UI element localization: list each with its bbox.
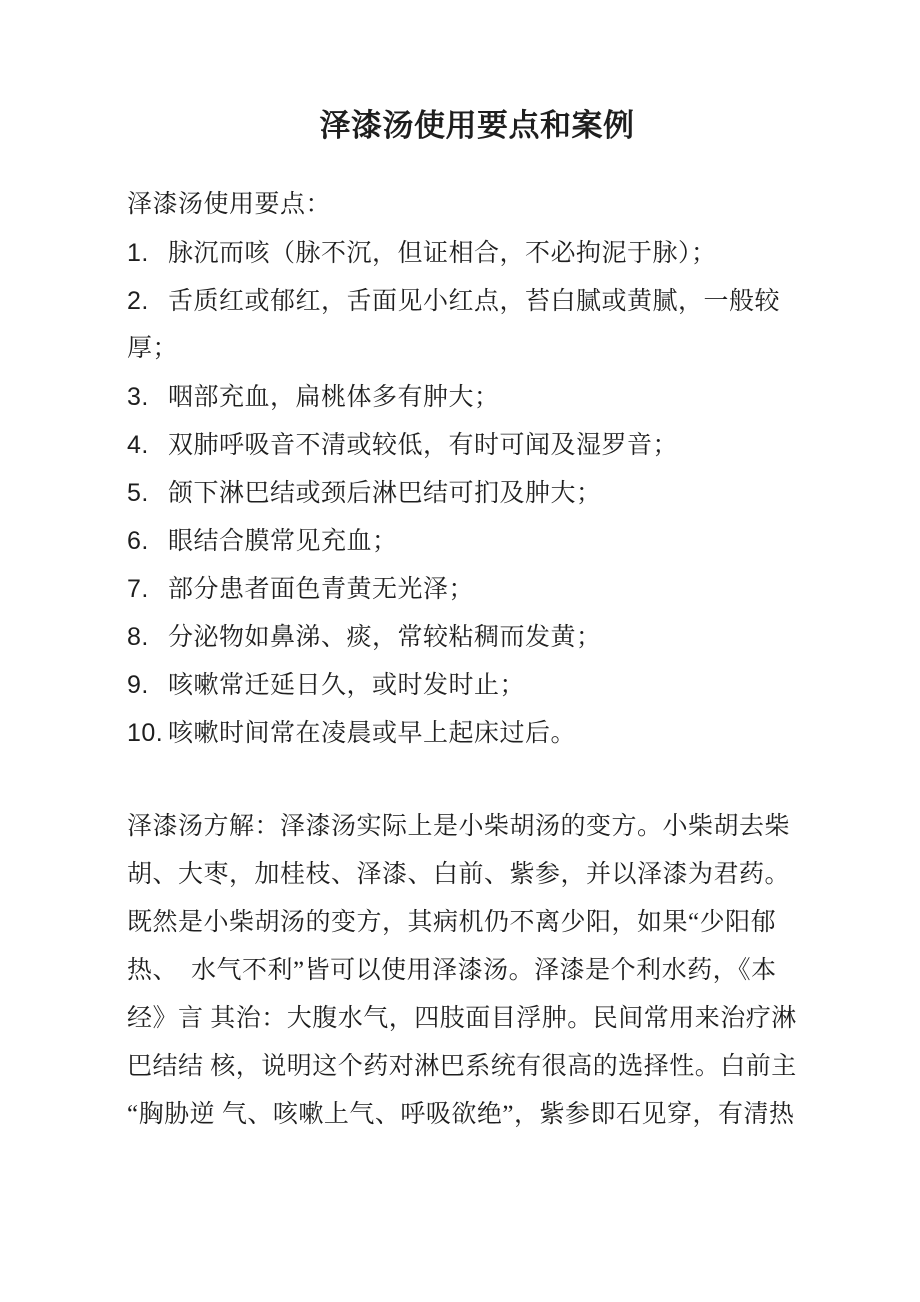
list-number: 5. (127, 479, 149, 507)
list-item (127, 709, 797, 757)
paragraph-line: 泽漆汤方解：泽漆汤实际上是小柴胡汤的变方。小柴胡去柴 (127, 813, 791, 840)
list-item (127, 229, 797, 277)
paragraph-line: “胸胁逆 气、咳嗽上气、呼吸欲绝”，紫参即石见穿，有清热 (127, 1101, 795, 1128)
list-number: 4. (127, 431, 149, 459)
list-item (127, 517, 797, 565)
list-item-text: 舌质红或郁红，舌面见小红点，苔白腻或黄腻，一般较 (168, 288, 781, 315)
paragraph-line: 既然是小柴胡汤的变方，其病机仍不离少阳，如果“少阳郁 (127, 909, 777, 936)
list-number: 6. (127, 527, 149, 555)
list-item-text: 部分患者面色青黄无光泽； (168, 576, 475, 603)
list-number: 7. (127, 575, 149, 603)
list-item (127, 469, 797, 517)
list-item-text: 咽部充血，扁桃体多有肿大； (168, 384, 500, 411)
list-item-text: 咳嗽时间常在凌晨或早上起床过后。 (168, 720, 577, 747)
list-item-text: 双肺呼吸音不清或较低，有时可闻及湿罗音； (168, 432, 679, 459)
list-number: 1. (127, 239, 149, 267)
list-item (127, 613, 797, 661)
list-number: 10. (127, 719, 164, 747)
list-item (127, 373, 797, 421)
list-item-text: 颌下淋巴结或颈后淋巴结可扪及肿大； (168, 480, 602, 507)
section-heading: 泽漆汤使用要点： (127, 191, 332, 218)
document-title: 泽漆汤使用要点和案例 (319, 108, 635, 143)
list-item (127, 277, 797, 325)
paragraph-line: 胡、大枣，加桂枝、泽漆、白前、紫参，并以泽漆为君药。 (127, 861, 791, 888)
paragraph (127, 803, 797, 1139)
list-number: 9. (127, 671, 149, 699)
list-item (127, 421, 797, 469)
paragraph-line: 热、 水气不利”皆可以使用泽漆汤。泽漆是个利水药，《本 (127, 957, 777, 984)
list-number: 8. (127, 623, 149, 651)
list-number: 3. (127, 383, 149, 411)
list-item-continuation: 厚； (127, 335, 179, 362)
list-item (127, 565, 797, 613)
list-number: 2. (127, 287, 149, 315)
list-item-text: 咳嗽常迁延日久，或时发时止； (168, 672, 526, 699)
list-item-text: 分泌物如鼻涕、痰，常较粘稠而发黄； (168, 624, 602, 651)
list-item (127, 661, 797, 709)
paragraph-line: 经》言 其治：大腹水气，四肢面目浮肿。民间常用来治疗淋 (127, 1005, 797, 1032)
list-item-text: 眼结合膜常见充血； (168, 528, 398, 555)
list-item-text: 脉沉而咳（脉不沉，但证相合，不必拘泥于脉）； (168, 240, 717, 267)
paragraph-line: 巴结结 核，说明这个药对淋巴系统有很高的选择性。白前主 (127, 1053, 797, 1080)
